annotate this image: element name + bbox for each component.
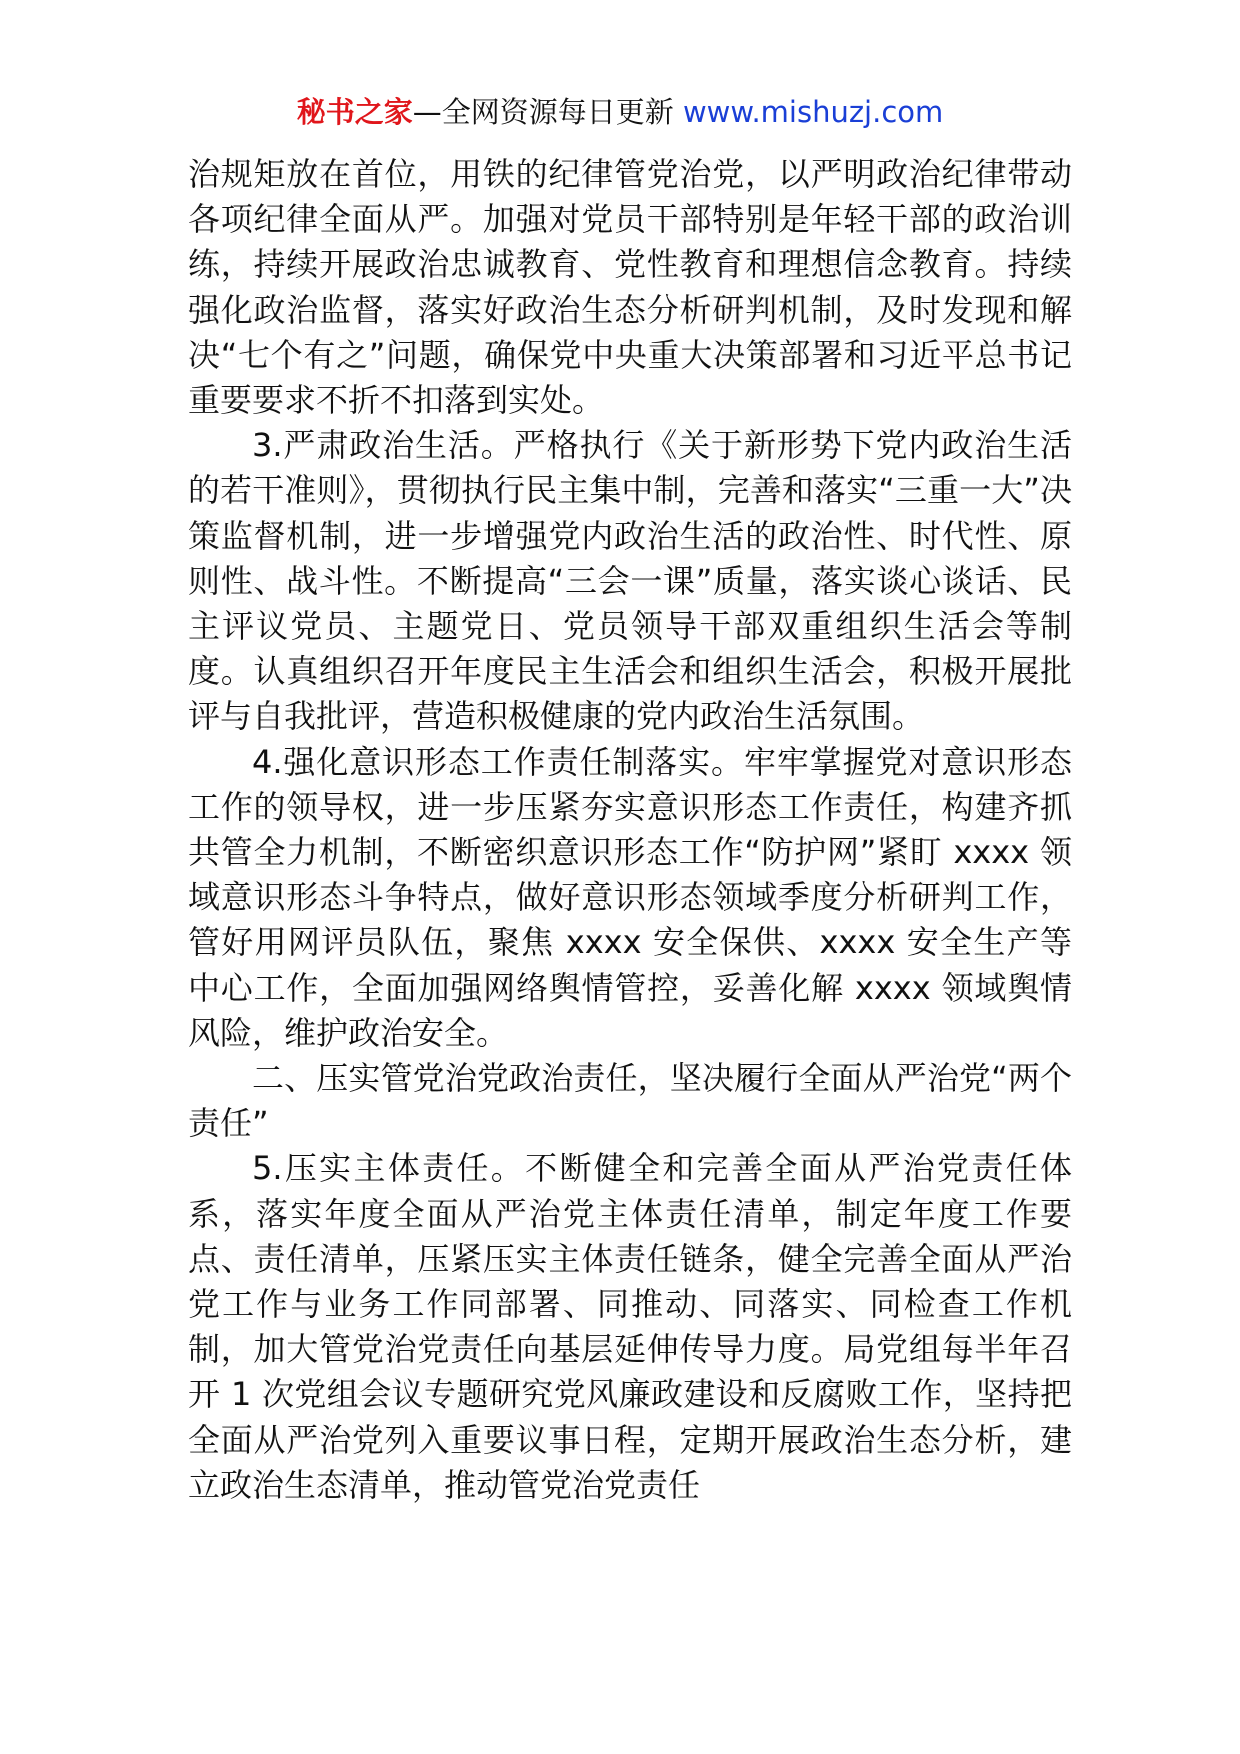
paragraph-item-5: 5.压实主体责任。不断健全和完善全面从严治党责任体系，落实年度全面从严治党主体责任清单，制定年度工作要点、责任清单，压紧压实主体责任链条，健全完善全面从严治党工作与业务工作同部署、同推动、同落实、同检查工作机制，加大管党治党责任向基层延伸传导力度。局党组每半年召开 1 次党组会议专题研究党风廉政建设和反腐败工作，坚持把全面从严治党列入重要议事日程，定期开展政治生态分析，建立政治生态清单，推动管党治党责任 [188, 1149, 1072, 1504]
paragraph-continued: 治规矩放在首位，用铁的纪律管党治党，以严明政治纪律带动各项纪律全面从严。加强对党员干部特别是年轻干部的政治训练，持续开展政治忠诚教育、党性教育和理想信念教育。持续强化政治监督，落实好政治生态分析研判机制，及时发现和解决“七个有之”问题，确保党中央重大决策部署和习近平总书记重要要求不折不扣落到实处。 [188, 155, 1072, 420]
paragraph-item-3: 3.严肃政治生活。严格执行《关于新形势下党内政治生活的若干准则》，贯彻执行民主集中制，完善和落实“三重一大”决策监督机制，进一步增强党内政治生活的政治性、时代性、原则性、战斗性。不断提高“三会一课”质量，落实谈心谈话、民主评议党员、主题党日、党员领导干部双重组织生活会等制度。认真组织召开年度民主生活会和组织生活会，积极开展批评与自我批评，营造积极健康的党内政治生活氛围。 [188, 426, 1072, 736]
site-url-link[interactable]: www.mishuzj.com [682, 95, 944, 129]
brand-name: 秘书之家 [296, 95, 413, 129]
document-body [188, 152, 1072, 1508]
site-header [0, 92, 1240, 132]
section-heading-2: 二、压实管党治党政治责任，坚决履行全面从严治党“两个责任” [188, 1059, 1072, 1143]
paragraph-item-4: 4.强化意识形态工作责任制落实。牢牢掌握党对意识形态工作的领导权，进一步压紧夯实意识形态工作责任，构建齐抓共管全力机制，不断密织意识形态工作“防护网”紧盯 xxxx 领域意识形态斗争特点，做好意识形态领域季度分析研判工作，管好用网评员队伍，聚焦 xxxx 安全保供、xxxx 安全生产等中心工作，全面加强网络舆情管控，妥善化解 xxxx 领域舆情风险，维护政治安全。 [188, 742, 1072, 1052]
header-tagline: —全网资源每日更新 [412, 95, 683, 129]
